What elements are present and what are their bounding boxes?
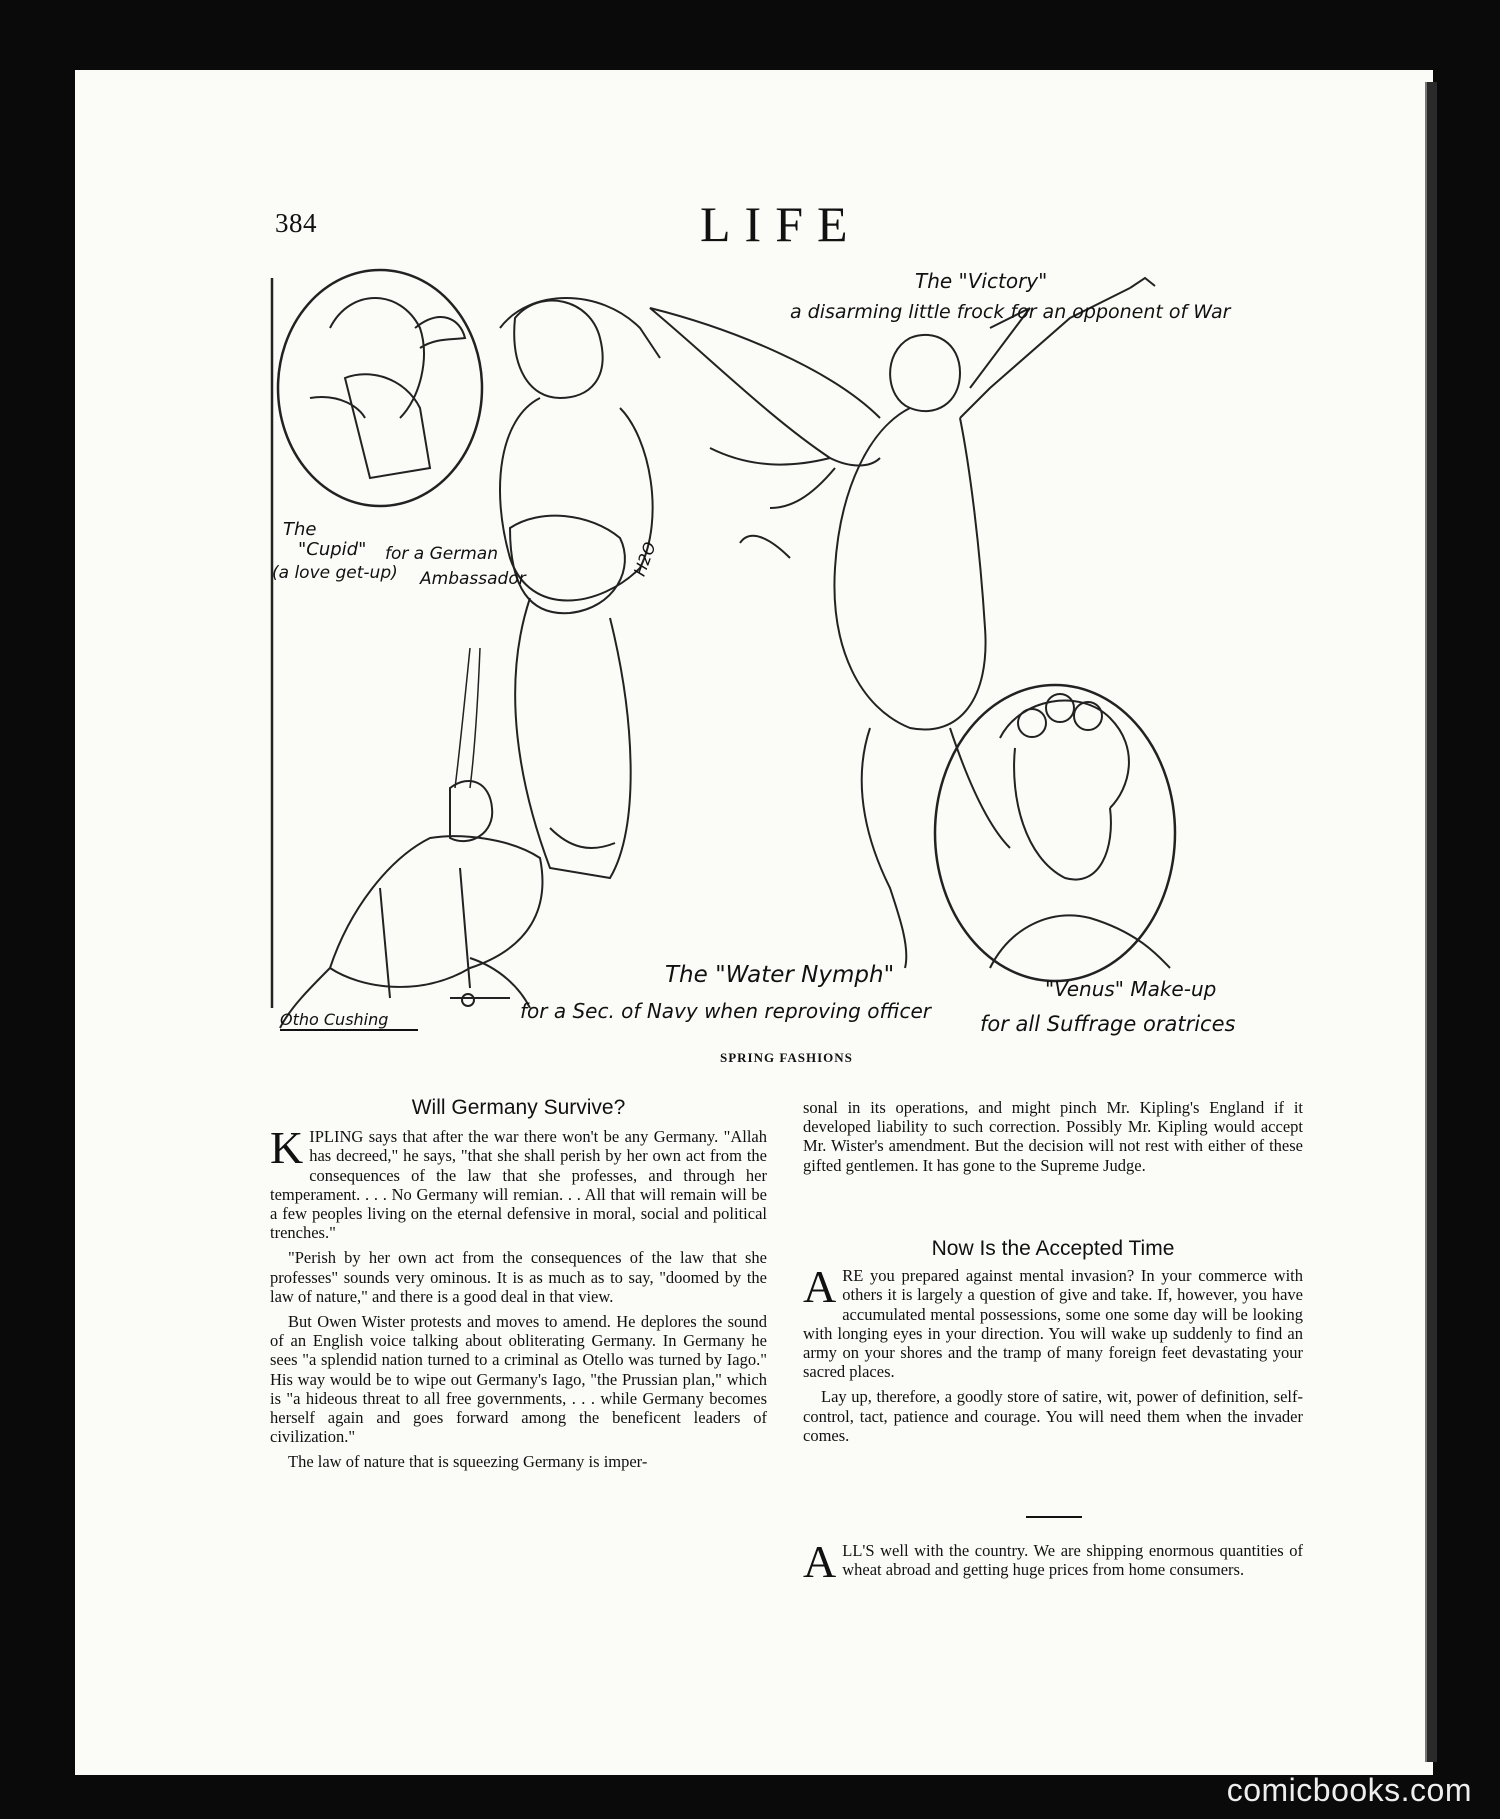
article-paragraph (803, 1536, 1303, 1587)
article-headline: Will Germany Survive? (411, 1096, 626, 1119)
caption-venus-title: "Venus" Make-up (1045, 977, 1217, 1001)
article-alls-well (803, 1536, 1303, 1587)
drop-cap: A (803, 1261, 837, 1313)
article-paragraph: sonal in its operations, and might pinch Mr. Kipling's England if it developed liability to such correction. Possibly Mr. Kipling would accept Mr. Wister's amendment. But the decision will not rest with either of these gifted gentlemen. It has gone to the Supreme Judge. (803, 1098, 1303, 1175)
section-divider (1026, 1516, 1082, 1518)
paragraph-text: RE you prepared against mental invasion? In your commerce with others it is largely a question of give and take. If, however, you have accumulated mental possessions, some one some day will be looking with longing eyes in your direction. You will wake up suddenly to find an army on your shores and the tramp of many foreign feet devastating your sacred places. (803, 1266, 1303, 1382)
caption-victory-title: The "Victory" (915, 269, 1048, 293)
caption-venus-subtitle: for all Suffrage oratrices (980, 1012, 1236, 1036)
caption-cupid-line-5: Ambassador (420, 569, 526, 589)
article-paragraph: But Owen Wister protests and moves to amend. He deplores the sound of an English voice talking about obliterating Germany. In Germany he sees "a splendid nation turned to a criminal as Otello was turned by Iago." His way would be to wipe out Germany's Iago, "the Prussian plan," which is "a hideous threat to all free governments, . . . while Germany becomes herself again and goes forward among the beneficent leaders of civilization." (270, 1312, 767, 1447)
caption-water-nymph-subtitle: for a Sec. of Navy when reproving officer (520, 999, 931, 1023)
section-caption: SPRING FASHIONS (720, 1050, 853, 1065)
article-now-is-the-accepted-time (803, 1239, 1303, 1451)
book-spine (1425, 82, 1437, 1762)
page-number: 384 (275, 208, 317, 238)
jug-label: H2O (629, 539, 660, 579)
article-continuation (803, 1098, 1303, 1181)
article-paragraph: Lay up, therefore, a goodly store of satire, wit, power of definition, self-control, tact, patience and courage. You will need them when the invader comes. (803, 1387, 1303, 1445)
drop-cap: K (270, 1122, 304, 1174)
masthead: LIFE (700, 196, 862, 252)
artist-signature: Otho Cushing (280, 1010, 418, 1031)
caption-cupid-line-2: "Cupid" (298, 539, 367, 560)
drop-cap: A (803, 1536, 837, 1587)
paragraph-text: IPLING says that after the war there won't be any Germany. "Allah has decreed," he says, "that she shall perish by her own act from the consequences of the law that she professes, and through her temperament. . . . No Germany will remian. . . All that will remain will be a few peoples living on the eternal defensive in moral, social and political trenches." (270, 1127, 767, 1243)
article-paragraph: The law of nature that is squeezing Germany is imper- (288, 1452, 648, 1472)
article-paragraph: "Perish by her own act from the consequences of the law that she professes" sounds very ominous. It is as much as to say, "doomed by the law of nature," and there is a good deal in that view. (270, 1248, 767, 1306)
site-watermark: comicbooks.com (1226, 1772, 1472, 1808)
article-headline: Now Is the Accepted Time (931, 1237, 1175, 1260)
caption-water-nymph-title: The "Water Nymph" (665, 962, 895, 988)
caption-cupid-line-4: (a love get-up) (272, 563, 398, 583)
caption-cupid-line-3: for a German (385, 544, 498, 564)
article-paragraph (803, 1261, 1303, 1382)
article-will-germany-survive (270, 1098, 767, 1478)
paragraph-text: LL'S well with the country. We are shipping enormous quantities of wheat abroad and getting huge prices from home consumers. (842, 1541, 1303, 1580)
caption-cupid-line-1: The (283, 519, 317, 540)
spring-fashions-illustration (270, 268, 1230, 1043)
article-paragraph (270, 1122, 767, 1243)
caption-victory-subtitle: a disarming little frock for an opponent of War (790, 301, 1231, 323)
